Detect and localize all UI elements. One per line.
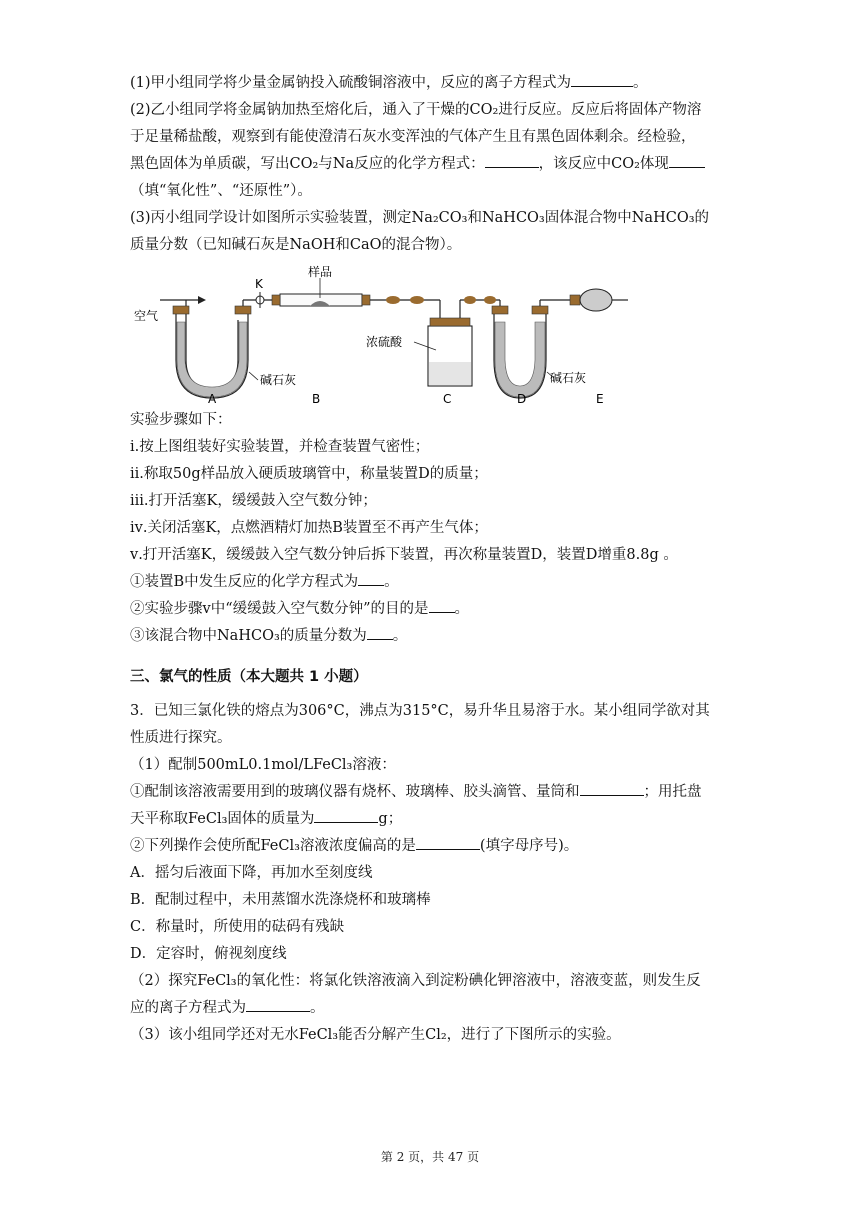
step-1: ⅰ.按上图组装好实验装置，并检查装置气密性； bbox=[130, 439, 430, 455]
option-b: B．配制过程中，未用蒸馏水洗涤烧杯和玻璃棒 bbox=[130, 892, 431, 908]
conc-acid-liquid bbox=[429, 362, 471, 385]
question-3-part2-line2 bbox=[130, 997, 730, 1019]
label-c: C bbox=[443, 392, 452, 406]
p1a-text: ①配制该溶液需要用到的玻璃仪器有烧杯、玻璃棒、胶头滴管、量筒和 bbox=[130, 784, 580, 800]
soda-lime-d-label: 碱石灰 bbox=[550, 371, 587, 385]
question-2-3-line2: 质量分数（已知碱石灰是NaOH和CaO的混合物）。 bbox=[130, 237, 462, 253]
question-3-part1a bbox=[130, 781, 730, 803]
step-5: ⅴ.打开活塞K，缓缓鼓入空气数分钟后拆下装置，再次称量装置D，装置D增重8.8g 。 bbox=[130, 547, 678, 563]
option-d: D．定容时，俯视刻度线 bbox=[130, 946, 287, 962]
subq-2-end: 。 bbox=[454, 601, 470, 617]
answer-blank bbox=[358, 571, 384, 586]
subq-2-text: ②实验步骤ⅴ中“缓缓鼓入空气数分钟”的目的是 bbox=[130, 601, 429, 617]
soda-lime-a-label: 碱石灰 bbox=[260, 373, 297, 387]
step-2: ⅱ.称取50g样品放入硬质玻璃管中，称量装置D的质量； bbox=[130, 466, 488, 482]
question-3-part3: （3）该小组同学还对无水FeCl₃能否分解产生Cl₂，进行了下图所示的实验。 bbox=[130, 1027, 621, 1043]
question-2-1 bbox=[130, 72, 730, 94]
label-b: B bbox=[312, 392, 321, 406]
p1a2-text: 天平称取FeCl₃固体的质量为 bbox=[130, 811, 315, 827]
q1-end: 。 bbox=[633, 75, 648, 91]
p1b-end: (填字母序号)。 bbox=[479, 838, 579, 854]
step-4: ⅳ.关闭活塞K，点燃酒精灯加热B装置至不再产生气体； bbox=[130, 520, 488, 536]
subquestion-3 bbox=[130, 625, 730, 647]
drying-tube-e bbox=[580, 289, 612, 311]
subq-3-text: ③该混合物中NaHCO₃的质量分数为 bbox=[130, 628, 367, 644]
label-d: D bbox=[517, 392, 527, 406]
question-2-2-line1: (2)乙小组同学将金属钠加热至熔化后，通入了干燥的CO₂进行反应。反应后将固体产物溶 bbox=[130, 102, 702, 118]
answer-blank bbox=[429, 598, 455, 613]
soda-lime-a-fill bbox=[177, 322, 247, 397]
subquestion-1 bbox=[130, 571, 730, 593]
option-a: A．摇匀后液面下降，再加水至刻度线 bbox=[130, 865, 373, 881]
p1a2-end: g； bbox=[378, 811, 403, 827]
page-footer: 第 2 页，共 47 页 bbox=[380, 1150, 480, 1164]
stopper-icon bbox=[173, 306, 189, 314]
stopper-icon bbox=[235, 306, 251, 314]
subq-1-text: ①装置B中发生反应的化学方程式为 bbox=[130, 574, 359, 590]
answer-blank bbox=[571, 72, 633, 87]
label-e: E bbox=[596, 392, 604, 406]
subq-3-end: 。 bbox=[392, 628, 408, 644]
question-3-part1b bbox=[130, 835, 730, 857]
p2-end: 。 bbox=[310, 1000, 325, 1016]
subq-1-end: 。 bbox=[384, 574, 399, 590]
arrow-head bbox=[198, 296, 206, 304]
q1-text: (1)甲小组同学将少量金属钠投入硫酸铜溶液中，反应的离子方程式为 bbox=[130, 75, 572, 91]
step-3: ⅲ.打开活塞K，缓缓鼓入空气数分钟； bbox=[130, 493, 377, 509]
p1b-text: ②下列操作会使所配FeCl₃溶液浓度偏高的是 bbox=[130, 838, 416, 854]
answer-blank bbox=[367, 625, 393, 640]
question-3-part2-line1: （2）探究FeCl₃的氧化性：将氯化铁溶液滴入到淀粉碘化钾溶液中，溶液变蓝，则发生反 bbox=[130, 973, 701, 989]
answer-blank bbox=[485, 153, 539, 168]
q2-text-a: 黑色固体为单质碳，写出CO₂与Na反应的化学方程式： bbox=[130, 156, 485, 172]
answer-blank bbox=[314, 808, 378, 823]
subquestion-2 bbox=[130, 598, 730, 620]
p2-text: 应的离子方程式为 bbox=[130, 1000, 246, 1016]
question-3-intro-line1: 3．已知三氯化铁的熔点为306°C，沸点为315°C，易升华且易溶于水。某小组同学欲对其 bbox=[130, 703, 710, 719]
p1a-mid: ；用托盘 bbox=[643, 784, 702, 800]
question-3-intro-line2: 性质进行探究。 bbox=[130, 730, 232, 746]
question-3-part1: （1）配制500mL0.1mol/LFeCl₃溶液： bbox=[130, 757, 396, 773]
sample-label: 样品 bbox=[308, 265, 333, 279]
q2-text-b: ，该反应中CO₂体现 bbox=[538, 156, 669, 172]
apparatus-diagram bbox=[130, 262, 630, 410]
air-label: 空气 bbox=[134, 309, 159, 323]
question-2-2-line4: （填“氧化性”、“还原性”）。 bbox=[130, 183, 312, 199]
conc-acid-label: 浓硫酸 bbox=[366, 335, 403, 349]
label-a: A bbox=[208, 392, 217, 406]
soda-lime-d-fill bbox=[495, 322, 545, 397]
steps-title: 实验步骤如下： bbox=[130, 412, 232, 428]
answer-blank bbox=[580, 781, 644, 796]
option-c: C．称量时，所使用的砝码有残缺 bbox=[130, 919, 345, 935]
question-2-2-line3 bbox=[130, 153, 730, 175]
answer-blank bbox=[416, 835, 480, 850]
answer-blank bbox=[669, 153, 705, 168]
question-3-part1a-line2 bbox=[130, 808, 730, 830]
valve-k-label: K bbox=[255, 277, 263, 291]
answer-blank bbox=[246, 997, 310, 1012]
section-3-heading: 三、氯气的性质（本大题共 1 小题） bbox=[130, 669, 368, 685]
question-2-2-line2: 于足量稀盐酸，观察到有能使澄清石灰水变浑浊的气体产生且有黑色固体剩余。经检验， bbox=[130, 129, 696, 145]
question-2-3-line1: (3)丙小组同学设计如图所示实验装置，测定Na₂CO₃和NaHCO₃固体混合物中NaHCO₃的 bbox=[130, 210, 710, 226]
